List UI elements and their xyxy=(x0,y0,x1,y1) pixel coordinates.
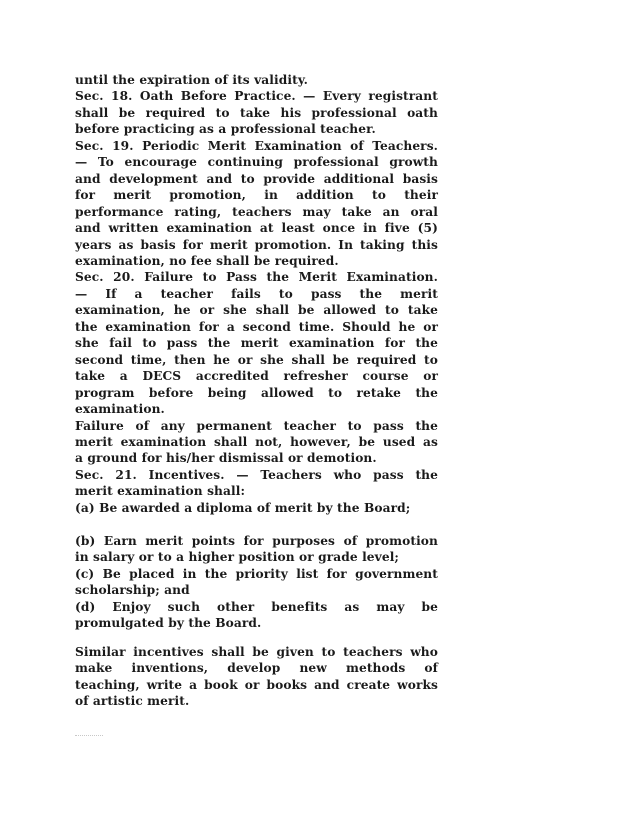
text-line: a ground for his/her dismissal or demotion. xyxy=(75,451,377,466)
text-line: Failure of any permanent teacher to pass the xyxy=(75,418,438,433)
text-block-incentives-list xyxy=(75,533,438,632)
footer-divider xyxy=(75,735,103,736)
text-line: second time, then he or she shall be required to xyxy=(75,352,438,367)
text-line: performance rating, teachers may take an oral xyxy=(75,204,438,219)
text-line: make inventions, develop new methods of xyxy=(75,661,438,676)
text-line: and written examination at least once in five (5) xyxy=(75,221,438,236)
text-line: in salary or to a higher position or grade level; xyxy=(75,550,400,565)
text-line: years as basis for merit promotion. In taking this xyxy=(75,237,438,252)
text-line: Sec. 19. Periodic Merit Examination of Teachers. xyxy=(75,138,438,153)
text-line: the examination for a second time. Should he or xyxy=(75,319,438,334)
text-line: — If a teacher fails to pass the merit xyxy=(75,286,438,301)
text-line: promulgated by the Board. xyxy=(75,616,262,631)
text-line: of artistic merit. xyxy=(75,694,190,709)
text-line: shall be required to take his professional oath xyxy=(75,105,438,120)
text-line: merit examination shall not, however, be used as xyxy=(75,434,438,449)
text-line: (b) Earn merit points for purposes of promotion xyxy=(75,534,438,548)
text-line: merit examination shall: xyxy=(75,484,246,499)
text-line: examination, he or she shall be allowed to take xyxy=(75,303,438,318)
text-line: scholarship; and xyxy=(75,583,190,598)
text-line: Sec. 21. Incentives. — Teachers who pass the xyxy=(75,467,438,482)
text-line: (d) Enjoy such other benefits as may be xyxy=(75,599,438,614)
text-line: take a DECS accredited refresher course or xyxy=(75,369,438,384)
text-line: for merit promotion, in addition to their xyxy=(75,188,438,203)
text-line: before practicing as a professional teacher. xyxy=(75,122,376,137)
text-line: she fail to pass the merit examination for the xyxy=(75,336,438,351)
text-line: Sec. 20. Failure to Pass the Merit Examination. xyxy=(75,270,438,285)
text-line: Similar incentives shall be given to teachers who xyxy=(75,645,438,659)
text-block-similar-incentives xyxy=(75,644,438,710)
text-line: teaching, write a book or books and create works xyxy=(75,677,438,692)
text-line: examination. xyxy=(75,402,165,417)
text-line: Sec. 18. Oath Before Practice. — Every registrant xyxy=(75,89,438,104)
text-line: and development and to provide additional basis xyxy=(75,171,438,186)
text-line: examination, no fee shall be required. xyxy=(75,253,339,268)
text-line: — To encourage continuing professional growth xyxy=(75,155,438,170)
text-line: until the expiration of its validity. xyxy=(75,73,308,87)
text-line: (a) Be awarded a diploma of merit by the Board; xyxy=(75,500,411,515)
text-line: program before being allowed to retake the xyxy=(75,385,438,400)
text-line: (c) Be placed in the priority list for government xyxy=(75,566,438,581)
text-block-main xyxy=(75,72,438,516)
